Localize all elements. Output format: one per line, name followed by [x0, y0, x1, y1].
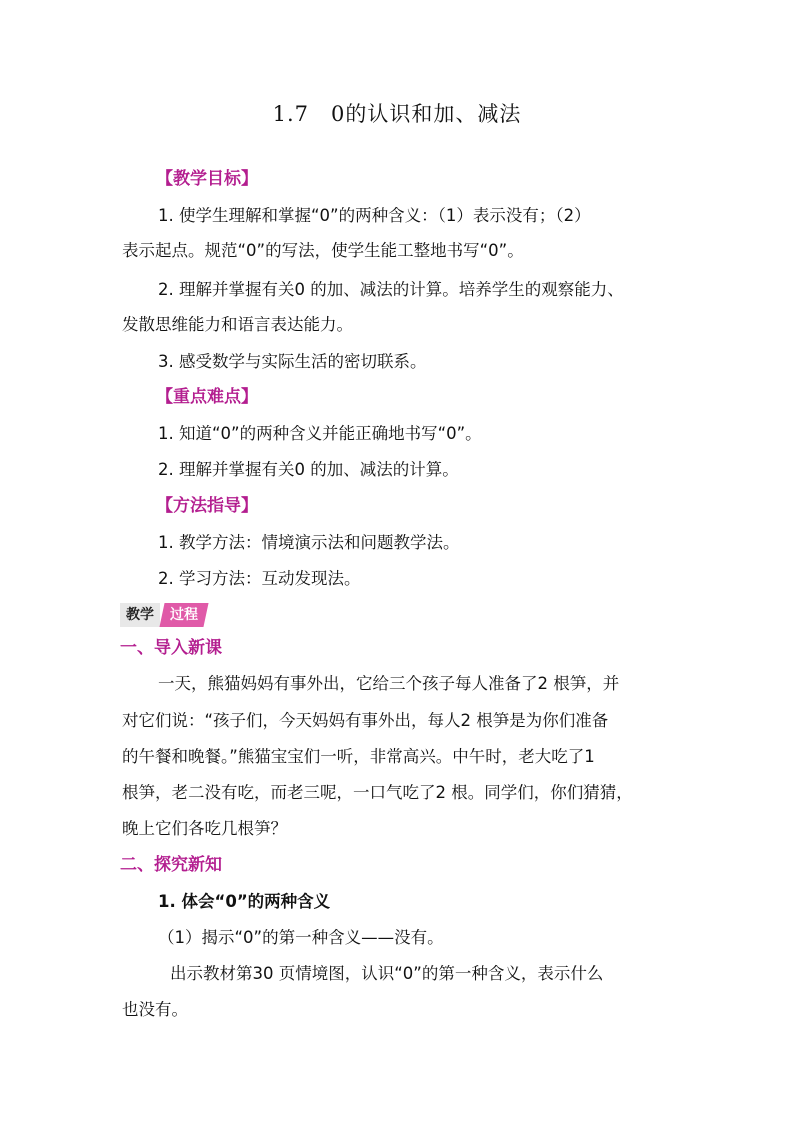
section1-line-3: 的午餐和晚餐。”熊猫宝宝们一听，非常高兴。中午时，老大吃了1 — [122, 747, 595, 766]
section2-line-3: 也没有。 — [122, 1000, 188, 1019]
objectives-line-2: 表示起点。规范“0”的写法，使学生能工整地书写“0”。 — [122, 241, 524, 260]
section1-line-1: 一天，熊猫妈妈有事外出，它给三个孩子每人准备了2 根笋，并 — [158, 674, 620, 693]
section2-heading: 二、探究新知 — [120, 855, 222, 875]
key-points-line-1: 1. 知道“0”的两种含义并能正确地书写“0”。 — [158, 424, 482, 443]
objectives-line-4: 发散思维能力和语言表达能力。 — [122, 315, 353, 334]
methods-heading: 【方法指导】 — [156, 496, 258, 516]
section2-line-2: 出示教材第30 页情境图，认识“0”的第一种含义，表示什么 — [170, 964, 604, 983]
badge-left: 教学 — [120, 603, 160, 627]
methods-line-1: 1. 教学方法：情境演示法和问题教学法。 — [158, 533, 460, 552]
methods-line-2: 2. 学习方法：互动发现法。 — [158, 569, 361, 588]
section1-line-5: 晚上它们各吃几根笋？ — [122, 819, 287, 838]
section2-subheading: 1. 体会“0”的两种含义 — [158, 892, 331, 911]
objectives-line-5: 3. 感受数学与实际生活的密切联系。 — [158, 352, 427, 371]
key-points-line-2: 2. 理解并掌握有关0 的加、减法的计算。 — [158, 460, 459, 479]
section1-line-2: 对它们说：“孩子们，今天妈妈有事外出，每人2 根笋是为你们准备 — [122, 711, 609, 730]
section2-line-1: （1）揭示“0”的第一种含义——没有。 — [158, 928, 444, 947]
objectives-heading: 【教学目标】 — [156, 169, 258, 189]
badge-right-label: 过程 — [170, 607, 198, 623]
objectives-line-3: 2. 理解并掌握有关0 的加、减法的计算。培养学生的观察能力、 — [158, 280, 624, 299]
objectives-line-1: 1. 使学生理解和掌握“0”的两种含义：（1）表示没有；（2） — [158, 206, 591, 225]
section1-heading: 一、导入新课 — [120, 638, 222, 658]
page-title: 1.7 0的认识和加、减法 — [272, 102, 522, 126]
section1-line-4: 根笋，老二没有吃，而老三呢，一口气吃了2 根。同学们，你们猜猜， — [122, 783, 633, 802]
badge-right — [159, 603, 208, 627]
teaching-process-badge — [120, 603, 206, 627]
key-points-heading: 【重点难点】 — [156, 387, 258, 407]
